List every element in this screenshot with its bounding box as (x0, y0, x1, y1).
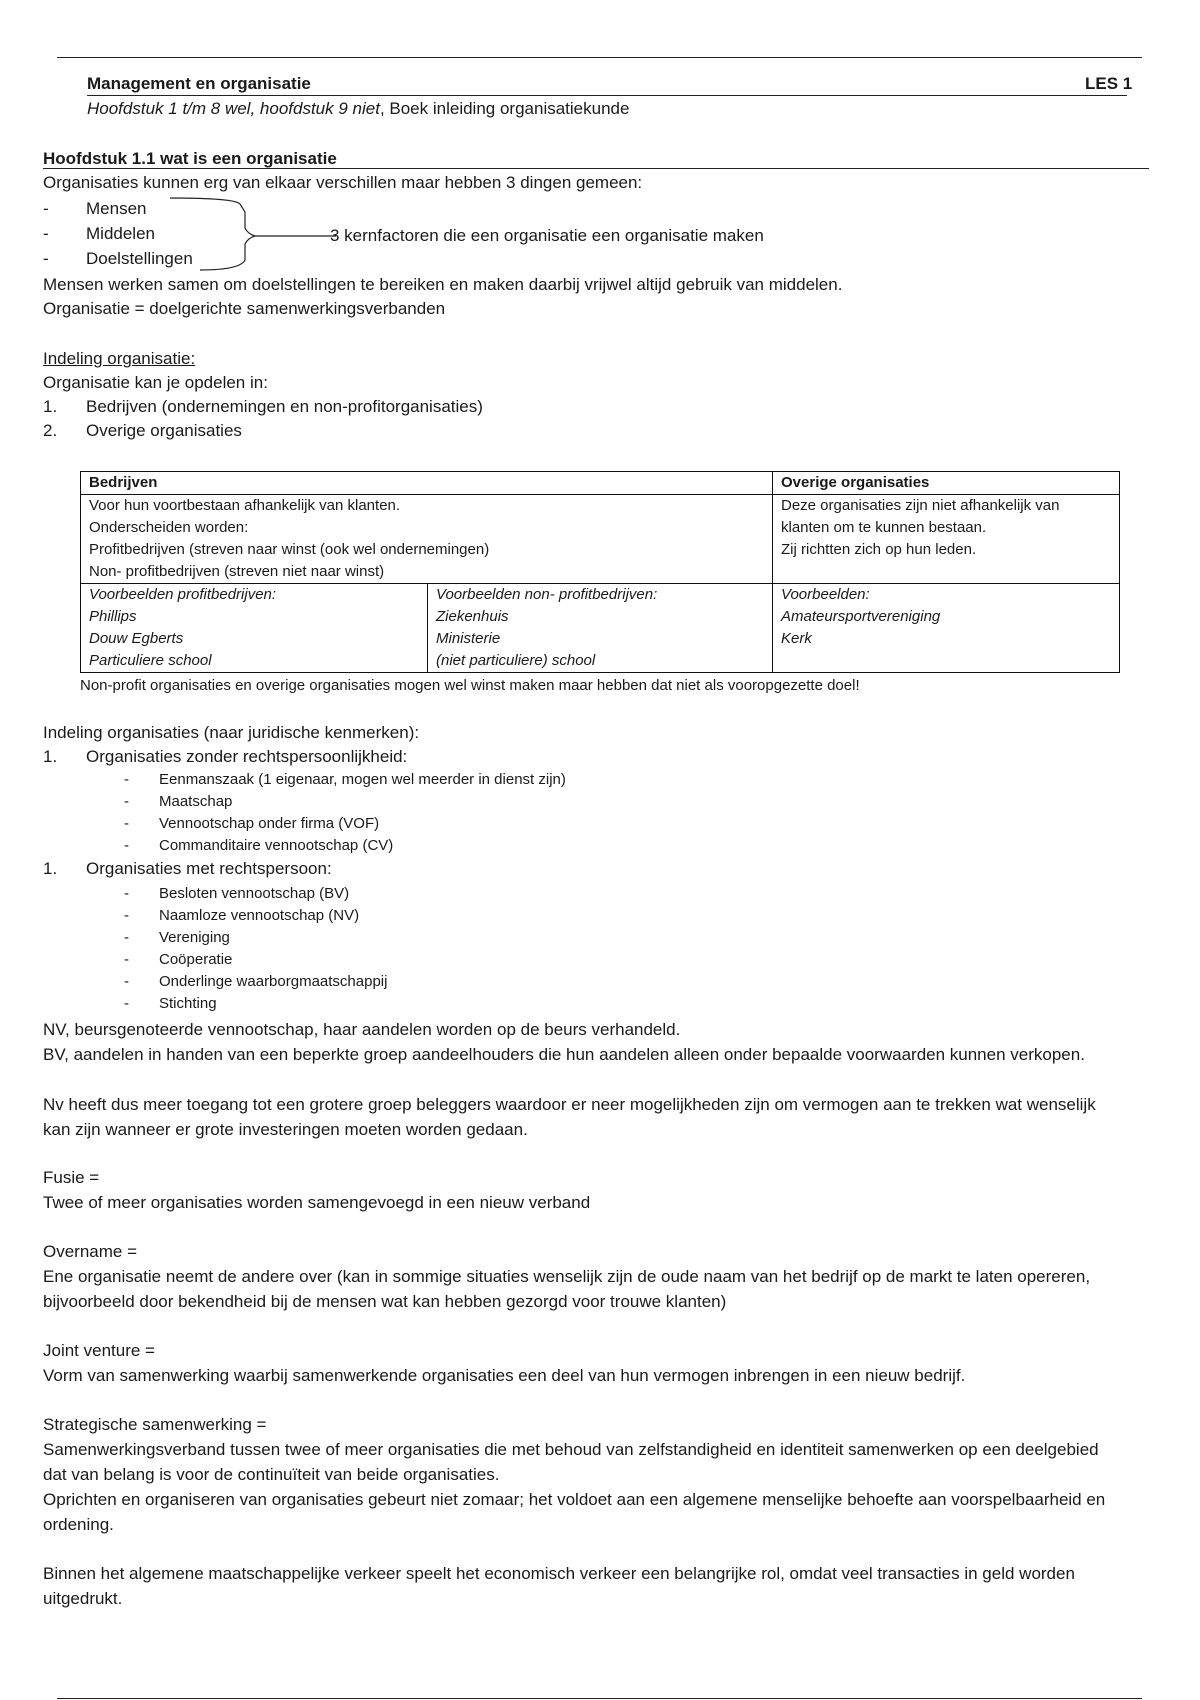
group-title: 1. Organisaties zonder rechtspersoonlijkheid: (43, 747, 408, 766)
list-item: - Naamloze vennootschap (NV) (124, 907, 360, 924)
oprichten-text: Oprichten en organiseren van organisaties gebeurt niet zomaar; het voldoet aan een algemene menselijke behoefte aan voorspelbaarheid en ordening. (43, 1490, 1106, 1534)
indeling-heading: Indeling organisatie: (43, 349, 196, 368)
bv-line: BV, aandelen in handen van een beperkte groep aandeelhouders die hun aandelen alleen onder bepaalde voorwaarden kunnen verkopen. (43, 1045, 1085, 1064)
overige-description: Deze organisaties zijn niet afhankelijk van klanten om te kunnen bestaan. Zij richtten zich op hun leden. (773, 495, 1120, 584)
brace-connector (160, 194, 340, 274)
overname-text: Ene organisatie neemt de andere over (kan in sommige situaties wenselijk zijn de oude naam van het bedrijf op de markt te laten opereren, bijvoorbeeld door bekendheid bij de mensen wat kan hebben gezorgd voor trouwe klanten) (43, 1267, 1091, 1311)
list-item: - Middelen (43, 224, 155, 243)
overige-examples: Voorbeelden: Amateursportvereniging Kerk (773, 584, 1120, 673)
list-item: - Vennootschap onder firma (VOF) (124, 815, 380, 832)
overname-term: Overname = (43, 1242, 138, 1261)
nv-more: Nv heeft dus meer toegang tot een grotere groep beleggers waardoor er neer mogelijkheden zijn om vermogen aan te trekken wat wenselijk kan zijn wanneer er grote investeringen moeten worden gedaan. (43, 1095, 1096, 1139)
section-intro: Organisaties kunnen erg van elkaar verschillen maar hebben 3 dingen gemeen: (43, 173, 643, 192)
fusie-text: Twee of meer organisaties worden samengevoegd in een nieuw verband (43, 1193, 591, 1212)
verkeer-text: Binnen het algemene maatschappelijke verkeer speelt het economisch verkeer een belangrijke rol, omdat veel transacties in geld worden uitgedrukt. (43, 1564, 1075, 1608)
organisation-table (80, 471, 1120, 673)
strat-text: Samenwerkingsverband tussen twee of meer organisaties die met behoud van zelfstandigheid en identiteit samenwerken op een deelgebied dat van belang is voor de continuïteit van beide organisaties. (43, 1440, 1099, 1484)
list-item: - Besloten vennootschap (BV) (124, 885, 350, 902)
header-subtitle (87, 98, 629, 120)
subtitle-rest: , Boek inleiding organisatiekunde (379, 99, 630, 118)
joint-text: Vorm van samenwerking waarbij samenwerkende organisaties een deel van hun vermogen inbrengen in een nieuw bedrijf. (43, 1366, 966, 1385)
col-header-bedrijven: Bedrijven (81, 472, 773, 495)
section-heading-underline (43, 168, 1149, 169)
list-item: 1. Bedrijven (ondernemingen en non-profitorganisaties) (43, 397, 483, 416)
fusie-term: Fusie = (43, 1168, 100, 1187)
group-title: 1. Organisaties met rechtspersoon: (43, 859, 332, 878)
list-item: - Vereniging (124, 929, 230, 946)
strat-term: Strategische samenwerking = (43, 1415, 267, 1434)
section-line-1: Mensen werken samen om doelstellingen te bereiken en maken daarbij vrijwel altijd gebruik van middelen. (43, 275, 843, 294)
juridisch-heading: Indeling organisaties (naar juridische kenmerken): (43, 723, 420, 742)
bedrijven-description: Voor hun voortbestaan afhankelijk van klanten. Onderscheiden worden: Profitbedrijven (streven naar winst (ook wel ondernemingen) Non- profitbedrijven (streven niet naar winst) (81, 495, 773, 584)
list-item: - Commanditaire vennootschap (CV) (124, 837, 394, 854)
profit-examples: Voorbeelden profitbedrijven: Phillips Douw Egberts Particuliere school (81, 584, 428, 673)
course-title: Management en organisatie (87, 74, 311, 93)
list-item: - Maatschap (124, 793, 233, 810)
nv-line: NV, beursgenoteerde vennootschap, haar aandelen worden op de beurs verhandeld. (43, 1020, 681, 1039)
indeling-intro: Organisatie kan je opdelen in: (43, 373, 268, 392)
list-item: - Eenmanszaak (1 eigenaar, mogen wel meerder in dienst zijn) (124, 771, 566, 788)
nonprofit-examples: Voorbeelden non- profitbedrijven: Ziekenhuis Ministerie (niet particuliere) school (428, 584, 773, 673)
section-heading: Hoofdstuk 1.1 wat is een organisatie (43, 149, 337, 168)
list-item: - Doelstellingen (43, 249, 193, 268)
list-item: - Onderlinge waarborgmaatschappij (124, 973, 388, 990)
table-note: Non-profit organisaties en overige organisaties mogen wel winst maken maar hebben dat niet als vooropgezette doel! (80, 677, 860, 694)
joint-term: Joint venture = (43, 1341, 155, 1360)
bottom-page-rule (57, 1698, 1142, 1699)
brace-label: 3 kernfactoren die een organisatie een organisatie maken (330, 226, 764, 245)
section-line-2: Organisatie = doelgerichte samenwerkingsverbanden (43, 299, 446, 318)
header-underline (87, 95, 1127, 96)
top-page-rule (57, 57, 1142, 58)
list-item: - Stichting (124, 995, 217, 1012)
list-item: - Coöperatie (124, 951, 233, 968)
list-item: - Mensen (43, 199, 147, 218)
list-item: 2. Overige organisaties (43, 421, 242, 440)
subtitle-italic: Hoofdstuk 1 t/m 8 wel, hoofdstuk 9 niet (87, 99, 380, 118)
lesson-label: LES 1 (1085, 74, 1133, 93)
col-header-overige: Overige organisaties (773, 472, 1120, 495)
